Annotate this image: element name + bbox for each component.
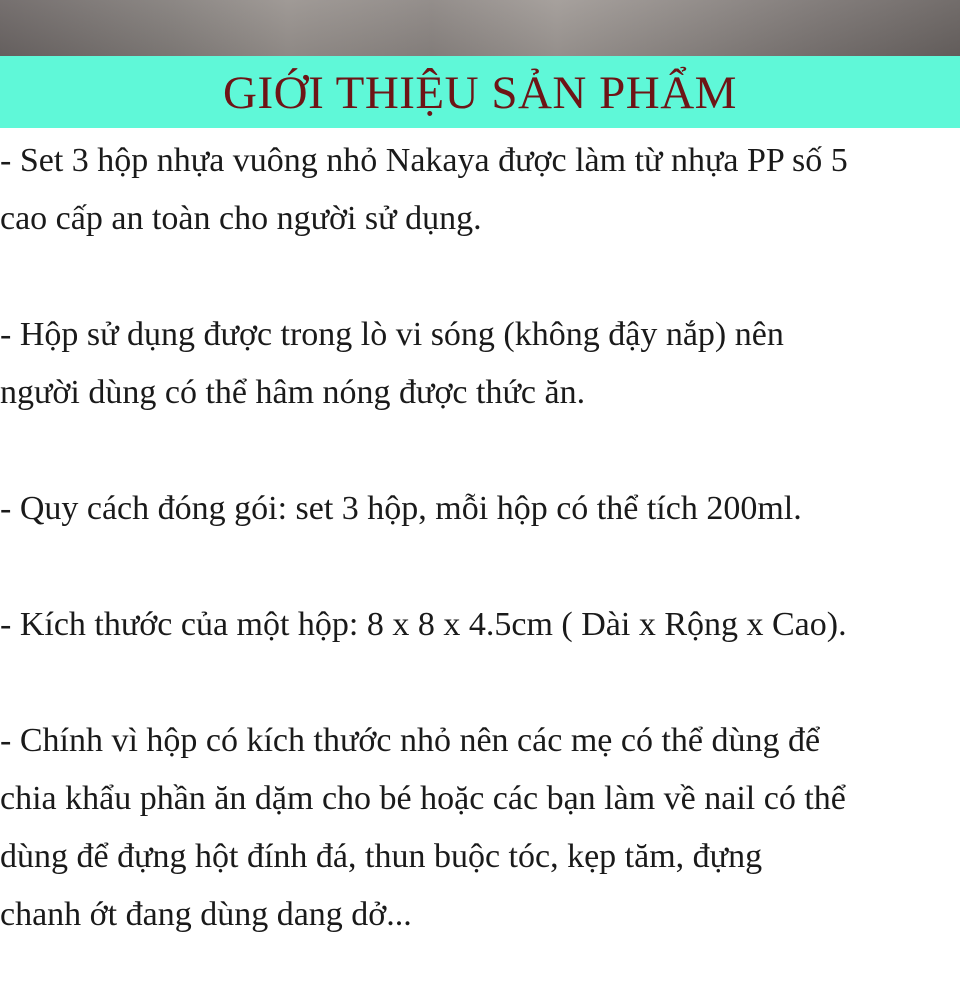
paragraph-line: - Quy cách đóng gói: set 3 hộp, mỗi hộp có thể tích 200ml.	[0, 490, 802, 527]
section-title: GIỚI THIỆU SẢN PHẨM	[223, 66, 737, 119]
description-paragraph-packaging	[0, 480, 960, 538]
section-header-banner	[0, 56, 960, 128]
paragraph-line: người dùng có thể hâm nóng được thức ăn.	[0, 374, 586, 411]
description-paragraph-material	[0, 132, 960, 248]
description-paragraph-dimensions	[0, 596, 960, 654]
description-paragraph-microwave	[0, 306, 960, 422]
description-paragraph-uses	[0, 712, 960, 944]
product-photo-strip	[0, 0, 960, 56]
paragraph-line: - Kích thước của một hộp: 8 x 8 x 4.5cm ( Dài x Rộng x Cao).	[0, 606, 847, 643]
paragraph-line: - Set 3 hộp nhựa vuông nhỏ Nakaya được làm từ nhựa PP số 5	[0, 142, 848, 179]
paragraph-line: - Chính vì hộp có kích thước nhỏ nên các mẹ có thể dùng để	[0, 722, 821, 759]
paragraph-line: dùng để đựng hột đính đá, thun buộc tóc, kẹp tăm, đựng	[0, 838, 763, 875]
paragraph-line: cao cấp an toàn cho người sử dụng.	[0, 200, 482, 237]
paragraph-line: - Hộp sử dụng được trong lò vi sóng (không đậy nắp) nên	[0, 316, 784, 353]
paragraph-line: chia khẩu phần ăn dặm cho bé hoặc các bạn làm về nail có thể	[0, 780, 846, 817]
paragraph-line: chanh ớt đang dùng dang dở...	[0, 896, 412, 933]
description-body	[0, 132, 960, 944]
